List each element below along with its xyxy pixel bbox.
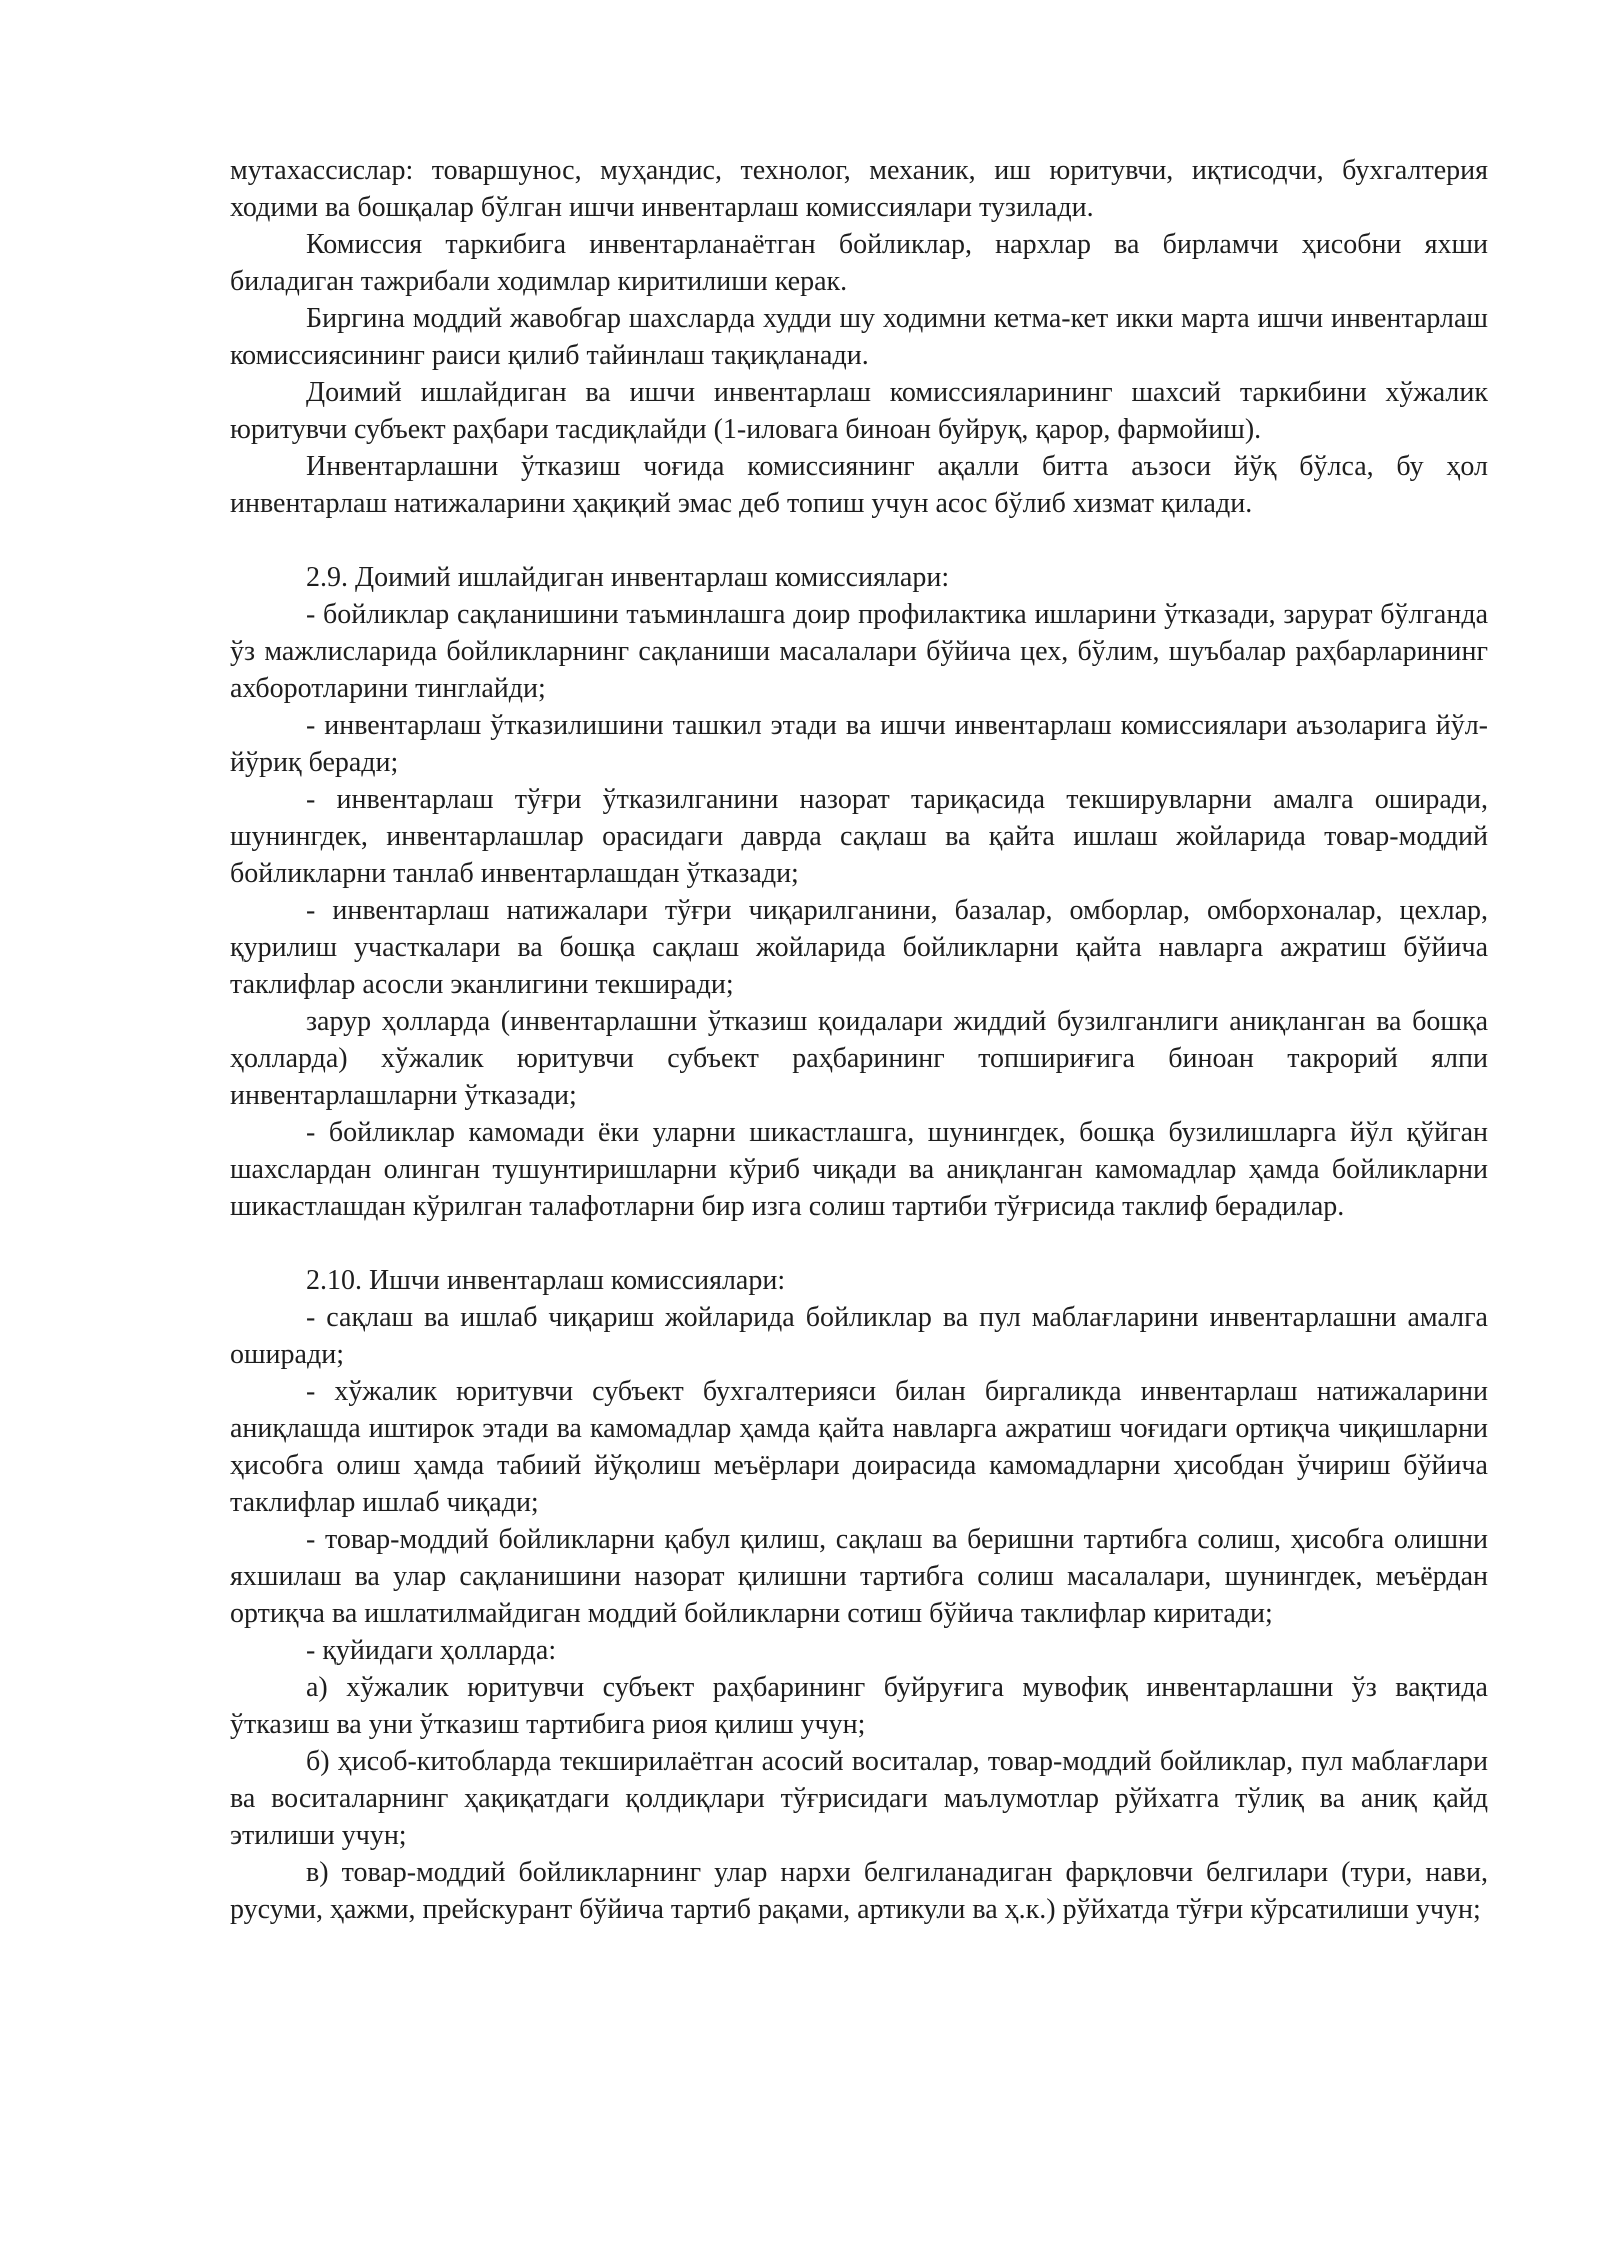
list-item: - инвентарлаш натижалари тўғри чиқарилганини, базалар, омборлар, омборхоналар, цехлар, қурилиш участкалари ва бошқа сақлаш жойларида бойликларни қайта навларга ажратиш бўйича таклифлар асосли эканлигини текширади;	[230, 895, 1488, 1000]
paragraph: Комиссия таркибига инвентарланаётган бойликлар, нархлар ва бирламчи ҳисобни яхши биладиган тажрибали ходимлар киритилиши керак.	[230, 229, 1488, 297]
list-item: - инвентарлаш тўғри ўтказилганини назорат тариқасида текширувларни амалга оширади, шунингдек, инвентарлашлар орасидаги даврда сақлаш ва қайта ишлаш жойларида товар-моддий бойликларни танлаб инвентарлашдан ўтказади;	[230, 784, 1488, 889]
list-item: в) товар-моддий бойликларнинг улар нархи белгиланадиган фарқловчи белгилари (тури, нави, русуми, ҳажми, прейскурант бўйича тартиб рақами, артикули ва ҳ.к.) рўйхатда тўғри кўрсатилиши учун;	[230, 1857, 1488, 1925]
list-item: зарур ҳолларда (инвентарлашни ўтказиш қоидалари жиддий бузилганлиги аниқланган ва бошқа ҳолларда) хўжалик юритувчи субъект раҳбарининг топшириғига биноан такрорий ялпи инвентарлашларни ўтказади;	[230, 1006, 1488, 1111]
paragraph-spacer	[230, 522, 1488, 559]
paragraph-spacer	[230, 1225, 1488, 1262]
paragraph: Биргина моддий жавобгар шахсларда худди шу ходимни кетма-кет икки марта ишчи инвентарлаш комиссиясининг раиси қилиб тайинлаш тақиқланади.	[230, 303, 1488, 371]
paragraph: Доимий ишлайдиган ва ишчи инвентарлаш комиссияларининг шахсий таркибини хўжалик юритувчи субъект раҳбари тасдиқлайди (1-иловага биноан буйруқ, қарор, фармойиш).	[230, 377, 1488, 445]
list-item: а) хўжалик юритувчи субъект раҳбарининг буйруғига мувофиқ инвентарлашни ўз вақтида ўтказиш ва уни ўтказиш тартибига риоя қилиш учун;	[230, 1672, 1488, 1740]
paragraph: мутахассислар: товаршунос, муҳандис, технолог, механик, иш юритувчи, иқтисодчи, бухгалтерия ходими ва бошқалар бўлган ишчи инвентарлаш комиссиялари тузилади.	[230, 155, 1488, 223]
list-item: - инвентарлаш ўтказилишини ташкил этади ва ишчи инвентарлаш комиссиялари аъзоларига йўл-йўриқ беради;	[230, 710, 1488, 778]
list-item: - хўжалик юритувчи субъект бухгалтерияси билан биргаликда инвентарлаш натижаларини аниқлашда иштирок этади ва камомадлар ҳамда қайта навларга ажратиш чоғидаги ортиқча чиқишларни ҳисобга олиш ҳамда табиий йўқолиш меъёрлари доирасида камомадларни ҳисобдан ўчириш бўйича таклифлар ишлаб чиқади;	[230, 1376, 1488, 1518]
section-heading: 2.9. Доимий ишлайдиган инвентарлаш комиссиялари:	[306, 562, 950, 593]
list-item: - қуйидаги ҳолларда:	[306, 1635, 557, 1666]
section-heading: 2.10. Ишчи инвентарлаш комиссиялари:	[306, 1265, 786, 1296]
paragraph: Инвентарлашни ўтказиш чоғида комиссиянинг ақалли битта аъзоси йўқ бўлса, бу ҳол инвентарлаш натижаларини ҳақиқий эмас деб топиш учун асос бўлиб хизмат қилади.	[230, 451, 1488, 519]
list-item: - бойликлар сақланишини таъминлашга доир профилактика ишларини ўтказади, зарурат бўлганда ўз мажлисларида бойликларнинг сақланиши масалалари бўйича цех, бўлим, шуъбалар раҳбарларининг ахборотларини тинглайди;	[230, 599, 1488, 704]
list-item: б) ҳисоб-китобларда текширилаётган асосий воситалар, товар-моддий бойликлар, пул маблағлари ва воситаларнинг ҳақиқатдаги қолдиқлари тўғрисидаги маълумотлар рўйхатга тўлиқ ва аниқ қайд этилиши учун;	[230, 1746, 1488, 1851]
list-item: - сақлаш ва ишлаб чиқариш жойларида бойликлар ва пул маблағларини инвентарлашни амалга оширади;	[230, 1302, 1488, 1370]
list-item: - бойликлар камомади ёки уларни шикастлашга, шунингдек, бошқа бузилишларга йўл қўйган шахслардан олинган тушунтиришларни кўриб чиқади ва аниқланган камомадлар ҳамда бойликларни шикастлашдан кўрилган талафотларни бир изга солиш тартиби тўғрисида таклиф берадилар.	[230, 1117, 1488, 1222]
list-item: - товар-моддий бойликларни қабул қилиш, сақлаш ва беришни тартибга солиш, ҳисобга олишни яхшилаш ва улар сақланишини назорат қилишни тартибга солиш масалалари, шунингдек, меъёрдан ортиқча ва ишлатилмайдиган моддий бойликларни сотиш бўйича таклифлар киритади;	[230, 1524, 1488, 1629]
